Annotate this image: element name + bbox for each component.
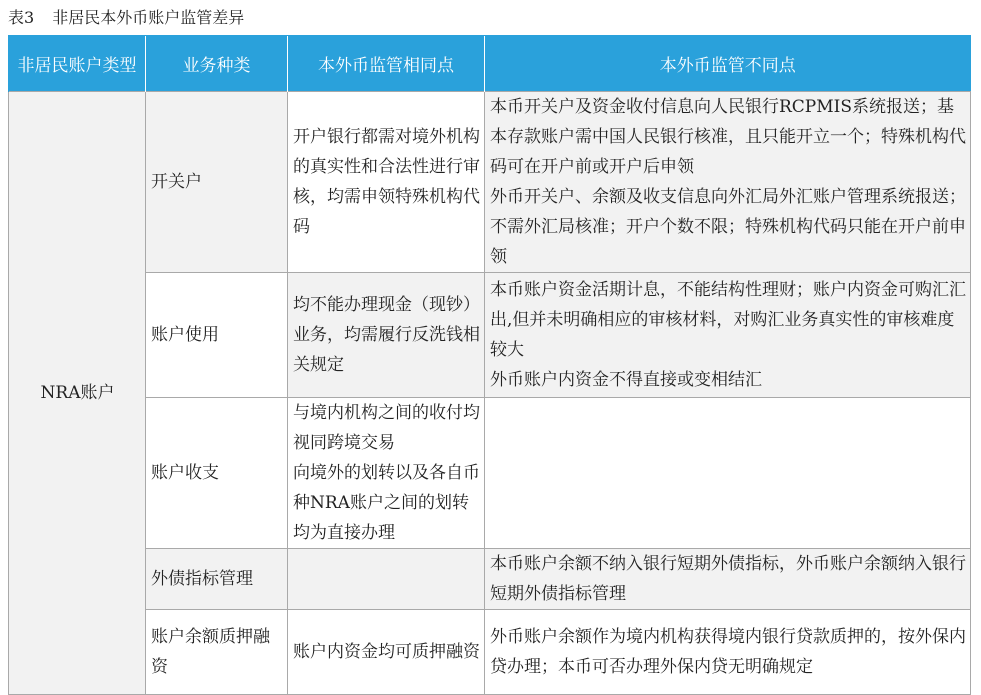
diff-line: 本币账户资金活期计息，不能结构性理财；账户内资金可购汇汇出,但并未明确相应的审核材料，对购汇业务真实性的审核难度较大 (490, 280, 966, 360)
table-number: 表3 (8, 8, 35, 27)
table-row (9, 92, 971, 273)
table-row (9, 549, 971, 610)
diff-line: 本币开关户及资金收付信息向人民银行RCPMIS系统报送；基本存款账户需中国人民银行核准，且只能开立一个；特殊机构代码可在开户前或开户后申领 (490, 97, 966, 177)
diff-line: 外币开关户、余额及收支信息向外汇局外汇账户管理系统报送；不需外汇局核准；开户个数不限；特殊机构代码只能在开户前申领 (490, 187, 966, 267)
same-cell (288, 398, 485, 549)
same-cell (288, 549, 485, 610)
diff-cell (485, 398, 971, 549)
diff-cell (485, 92, 971, 273)
same-line: 与境内机构之间的收付均视同跨境交易 (293, 403, 480, 453)
same-cell: 均不能办理现金（现钞）业务，均需履行反洗钱相关规定 (288, 273, 485, 398)
table-row (9, 610, 971, 695)
business-cell: 外债指标管理 (146, 549, 288, 610)
diff-cell (485, 273, 971, 398)
table-title: 非居民本外币账户监管差异 (52, 8, 245, 27)
header-business-type: 业务种类 (146, 36, 288, 92)
same-cell: 账户内资金均可质押融资 (288, 610, 485, 695)
table-row (9, 273, 971, 398)
header-account-type: 非居民账户类型 (9, 36, 146, 92)
header-same-points: 本外币监管相同点 (288, 36, 485, 92)
header-diff-points: 本外币监管不同点 (485, 36, 971, 92)
same-cell: 开户银行都需对境外机构的真实性和合法性进行审核，均需申领特殊机构代码 (288, 92, 485, 273)
business-cell: 账户使用 (146, 273, 288, 398)
header-row (9, 36, 971, 92)
diff-cell: 本币账户余额不纳入银行短期外债指标，外币账户余额纳入银行短期外债指标管理 (485, 549, 971, 610)
same-line: 向境外的划转以及各自币种NRA账户之间的划转均为直接办理 (293, 463, 480, 543)
diff-cell: 外币账户余额作为境内机构获得境内银行贷款质押的，按外保内贷办理；本币可否办理外保内贷无明确规定 (485, 610, 971, 695)
business-cell: 账户收支 (146, 398, 288, 549)
diff-line: 外币账户内资金不得直接或变相结汇 (490, 370, 762, 390)
table-caption (8, 6, 244, 30)
business-cell: 账户余额质押融资 (146, 610, 288, 695)
regulation-table (8, 35, 971, 695)
table-row (9, 398, 971, 549)
account-type-cell: NRA账户 (9, 92, 146, 695)
business-cell: 开关户 (146, 92, 288, 273)
